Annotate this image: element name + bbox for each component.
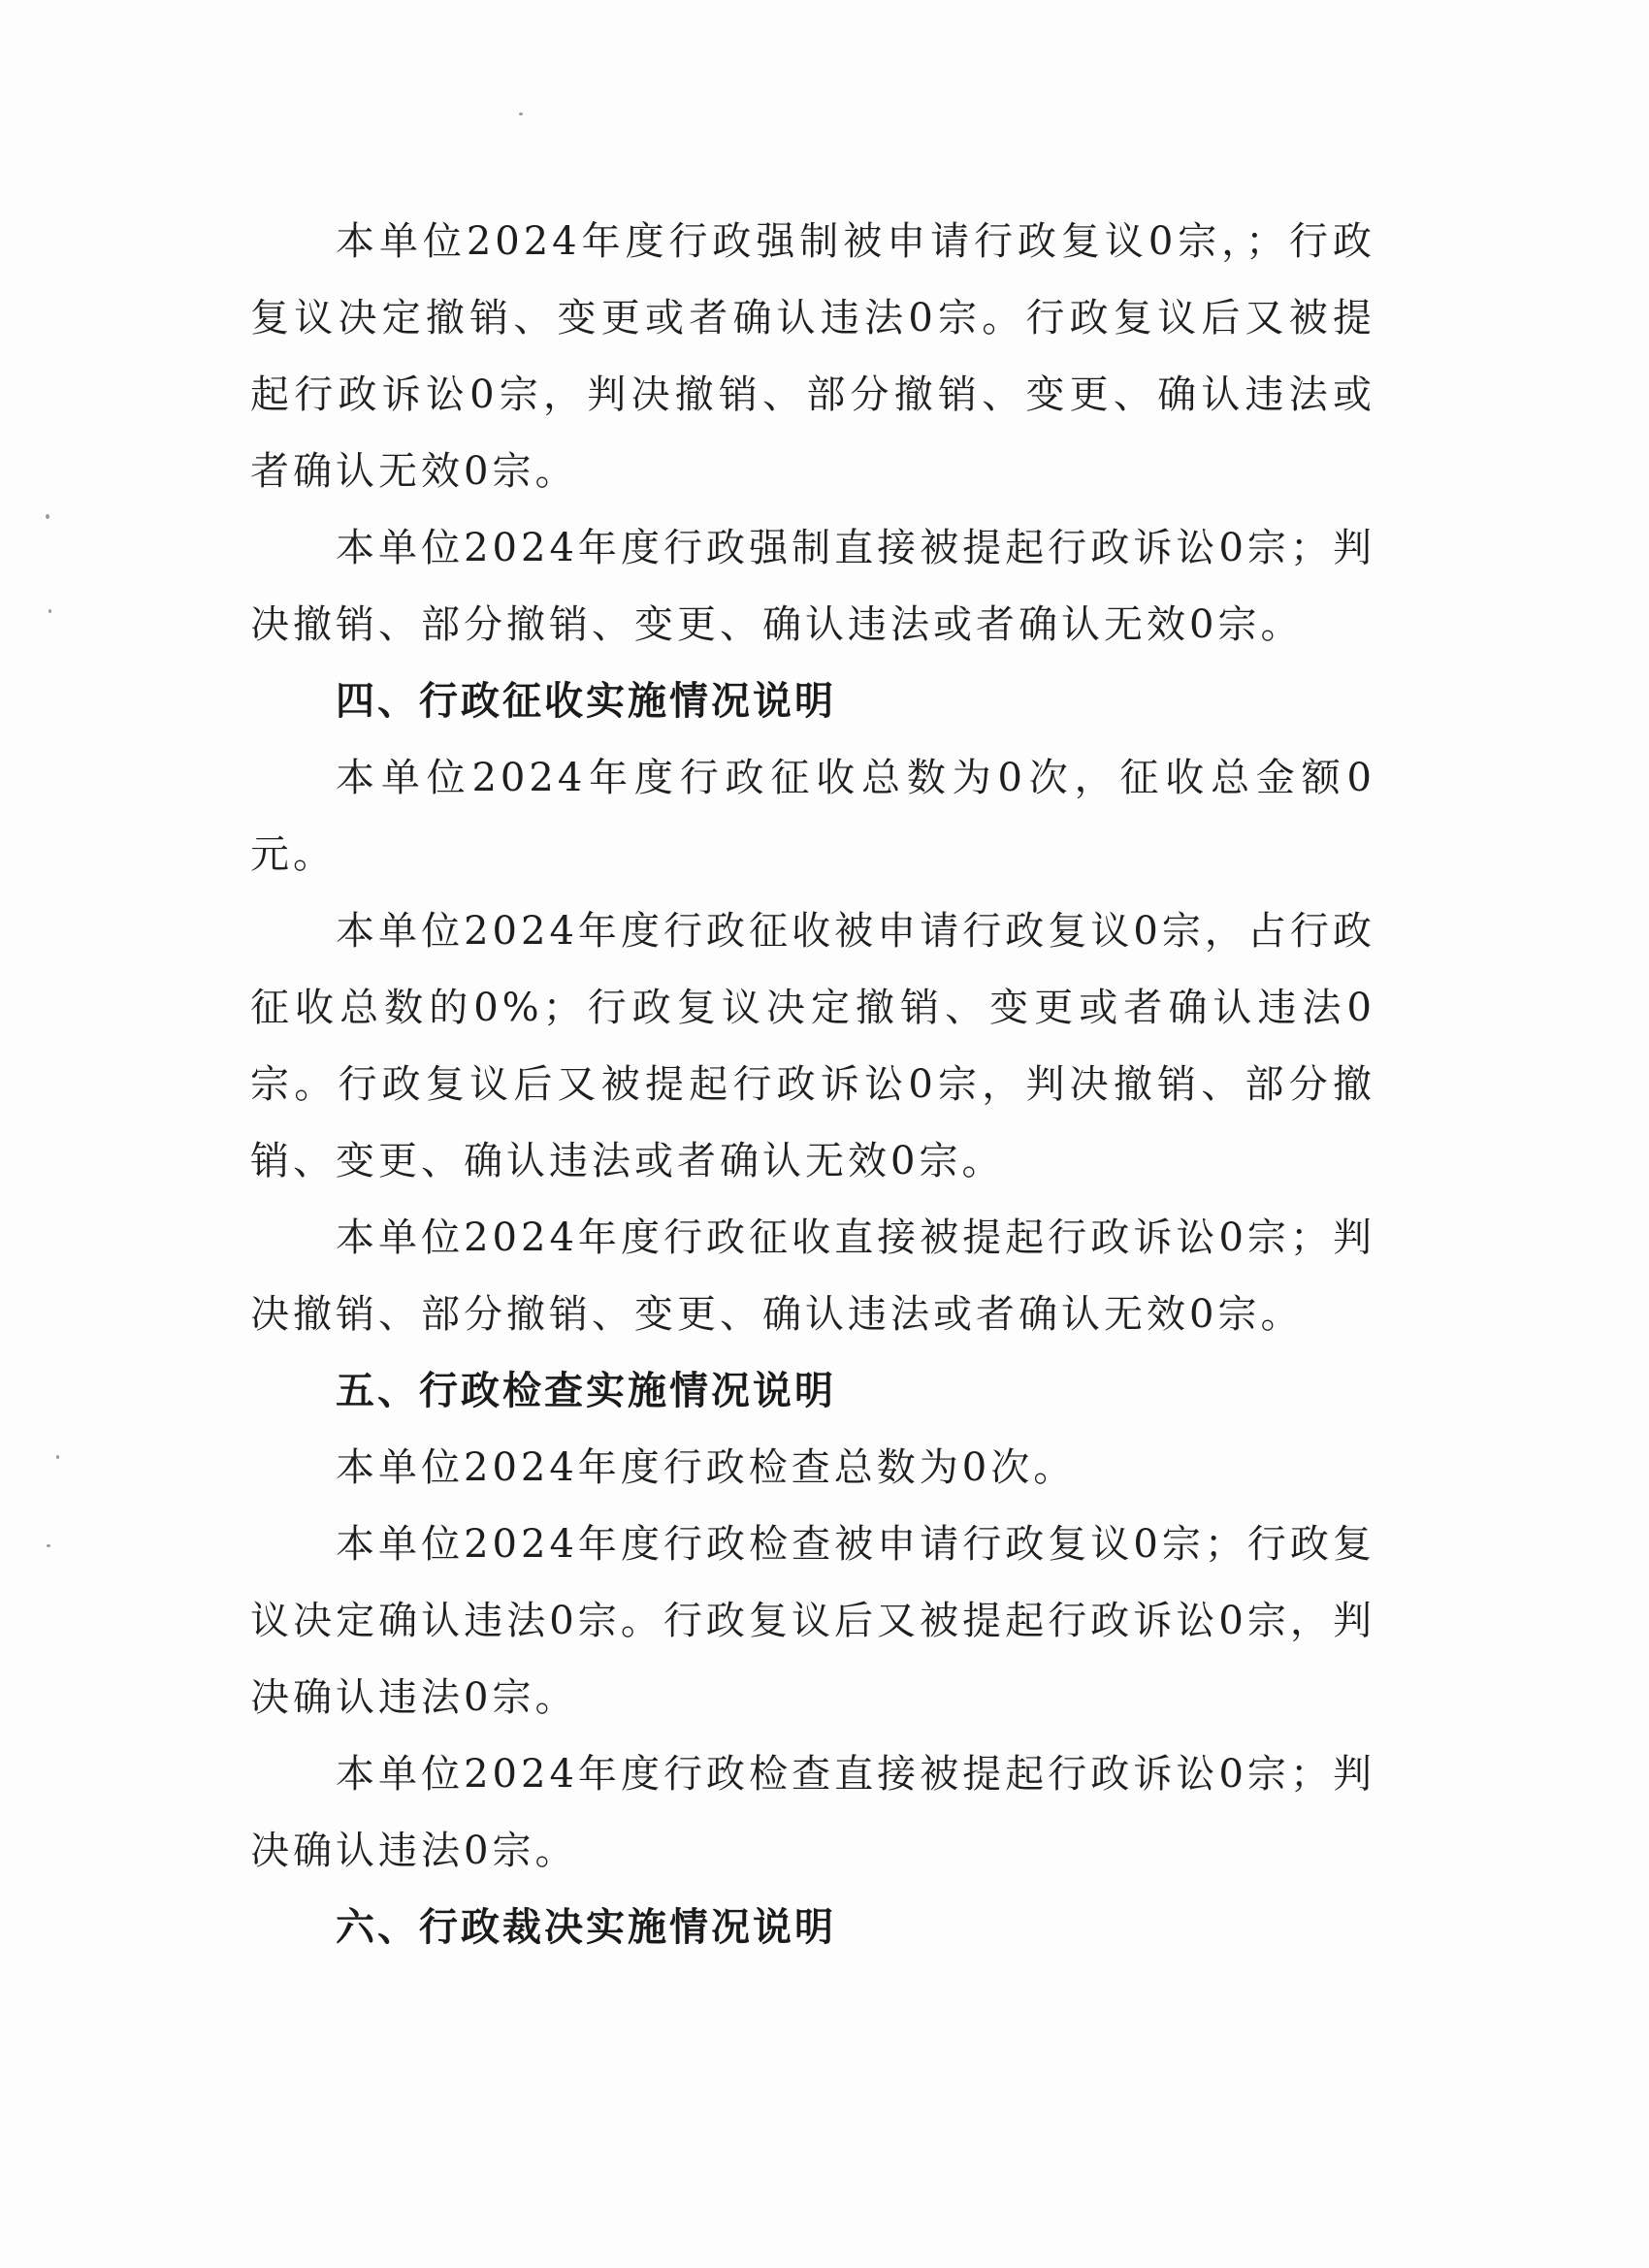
paragraph-enforcement-litigation: 本单位2024年度行政强制直接被提起行政诉讼0宗；判决撤销、部分撤销、变更、确认违法或者确认无效0宗。 bbox=[250, 526, 1375, 647]
paragraph-inspection-litigation: 本单位2024年度行政检查直接被提起行政诉讼0宗；判决确认违法0宗。 bbox=[250, 1752, 1375, 1873]
section-heading-adjudication: 六、行政裁决实施情况说明 bbox=[336, 1905, 836, 1950]
paragraph-enforcement-review: 本单位2024年度行政强制被申请行政复议0宗，；行政复议决定撤销、变更或者确认违法0宗。行政复议后又被提起行政诉讼0宗，判决撤销、部分撤销、变更、确认违法或者确认无效0宗。 bbox=[250, 219, 1375, 494]
scan-speck bbox=[519, 113, 523, 115]
scan-speck bbox=[48, 609, 51, 613]
paragraph-levy-review: 本单位2024年度行政征收被申请行政复议0宗，占行政征收总数的0%；行政复议决定撤销、变更或者确认违法0宗。行政复议后又被提起行政诉讼0宗，判决撤销、部分撤销、变更、确认违法或者确认无效0宗。 bbox=[250, 909, 1375, 1183]
scan-speck bbox=[46, 514, 49, 519]
paragraph-inspection-total: 本单位2024年度行政检查总数为0次。 bbox=[336, 1445, 1077, 1490]
scan-speck bbox=[47, 1544, 50, 1547]
paragraph-levy-litigation: 本单位2024年度行政征收直接被提起行政诉讼0宗；判决撤销、部分撤销、变更、确认违法或者确认无效0宗。 bbox=[250, 1215, 1375, 1337]
section-heading-inspection: 五、行政检查实施情况说明 bbox=[336, 1369, 836, 1413]
paragraph-inspection-review: 本单位2024年度行政检查被申请行政复议0宗；行政复议决定确认违法0宗。行政复议后又被提起行政诉讼0宗，判决确认违法0宗。 bbox=[250, 1522, 1375, 1720]
scan-speck bbox=[56, 1455, 59, 1459]
document-body bbox=[250, 204, 1375, 1966]
paragraph-levy-total: 本单位2024年度行政征收总数为0次，征收总金额0元。 bbox=[250, 756, 1375, 877]
section-heading-levy: 四、行政征收实施情况说明 bbox=[336, 679, 836, 724]
